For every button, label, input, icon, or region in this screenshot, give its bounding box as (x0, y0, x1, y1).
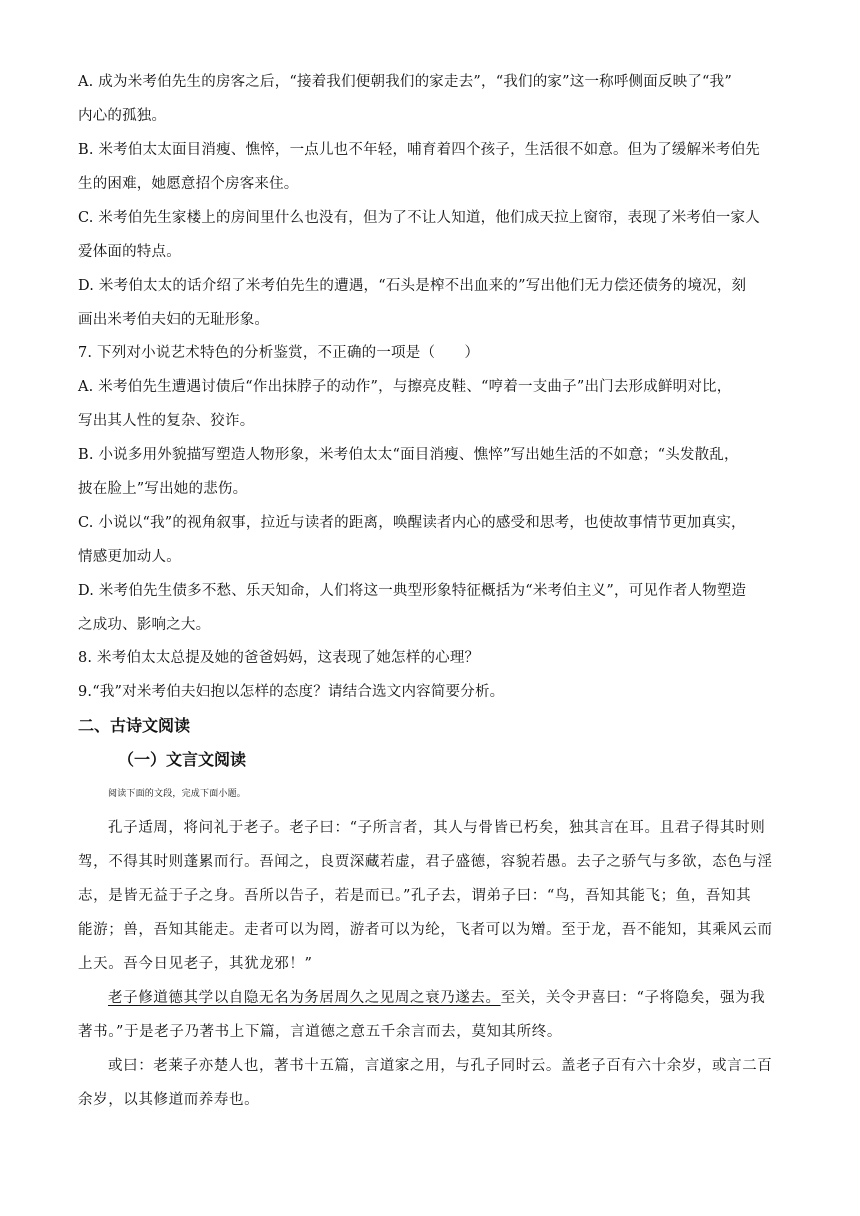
passage-p1-line2: 驾，不得其时则蓬累而行。吾闻之，良贾深藏若虚，君子盛德，容貌若愚。去子之骄气与多欲，态色与淫 (78, 854, 773, 870)
passage-p1-line1: 孔子适周，将问礼于老子。老子曰：“子所言者，其人与骨皆已朽矣，独其言在耳。且君子得其时则 (108, 820, 766, 836)
q7-option-a-line2: 写出其人性的复杂、狡诈。 (78, 413, 255, 429)
q7-option-c-line1: C. 小说以“我”的视角叙事，拉近与读者的距离，唤醒读者内心的感受和思考，也使故事情节更加真实， (78, 515, 746, 531)
passage-p2-line1-rest: 至关，关令尹喜曰：“子将隐矣，强为我 (500, 990, 766, 1006)
q8-question: 8. 米考伯太太总提及她的爸爸妈妈，这表现了她怎样的心理？ (78, 650, 480, 666)
q6-option-a-line2: 内心的孤独。 (78, 108, 167, 124)
passage-p2-line2: 著书。”于是老子乃著书上下篇，言道德之意五千余言而去，莫知其所终。 (78, 1024, 562, 1040)
q6-option-b-line2: 生的困难，她愿意招个房客来住。 (78, 176, 299, 192)
subsection-title: （一）文言文阅读 (118, 750, 247, 769)
q6-option-b-line1: B. 米考伯太太面目消瘦、憔悴，一点儿也不年轻，哺育着四个孩子，生活很不如意。但为了缓解米考伯先 (78, 142, 760, 158)
q7-option-a-line1: A. 米考伯先生遭遇讨债后“作出抹脖子的动作”，与擦亮皮鞋、“哼着一支曲子”出门去形成鲜明对比， (78, 379, 732, 395)
underlined-sentence: 老子修道德其学以自隐无名为务居周久之见周之衰乃遂去。 (108, 990, 501, 1006)
q7-option-b-line1: B. 小说多用外貌描写塑造人物形象，米考伯太太“面目消瘦、憔悴”写出她生活的不如意；“头发散乱， (78, 447, 739, 463)
q6-option-a-line1: A. 成为米考伯先生的房客之后，“接着我们便朝我们的家走去”，“我们的家”这一称呼侧面反映了“我” (78, 74, 732, 90)
reading-instruction: 阅读下面的文段，完成下面小题。 (108, 789, 247, 799)
q6-option-d-line1: D. 米考伯太太的话介绍了米考伯先生的遭遇，“石头是榨不出血来的”写出他们无力偿还债务的境况，刻 (78, 278, 747, 294)
q7-stem: 7. 下列对小说艺术特色的分析鉴赏，不正确的一项是（ ） (78, 345, 480, 361)
q7-option-c-line2: 情感更加动人。 (78, 549, 181, 565)
q6-option-c-line2: 爱体面的特点。 (78, 244, 181, 260)
section-title: 二、古诗文阅读 (78, 716, 191, 735)
passage-p1-line5: 上天。吾今日见老子，其犹龙邪！” (78, 956, 313, 972)
q7-option-d-line1: D. 米考伯先生债多不愁、乐天知命，人们将这一典型形象特征概括为“米考伯主义”，可见作者人物塑造 (78, 583, 747, 599)
passage-p2-line1 (108, 988, 765, 1008)
passage-p1-line3: 志，是皆无益于子之身。吾所以告子，若是而已。”孔子去，谓弟子曰：“鸟，吾知其能飞；鱼，吾知其 (78, 888, 752, 904)
passage-p3-line2: 余岁，以其修道而养寿也。 (78, 1092, 260, 1108)
q7-option-b-line2: 披在脸上”写出她的悲伤。 (78, 481, 248, 497)
q6-option-d-line2: 画出米考伯夫妇的无耻形象。 (78, 312, 270, 328)
q9-question: 9.“我”对米考伯夫妇抱以怎样的态度？请结合选文内容简要分析。 (78, 684, 505, 700)
passage-p1-line4: 能游；兽，吾知其能走。走者可以为罔，游者可以为纶，飞者可以为矰。至于龙，吾不能知，其乘风云而 (78, 922, 773, 938)
passage-p3-line1: 或曰：老莱子亦楚人也，著书十五篇，言道家之用，与孔子同时云。盖老子百有六十余岁，或言二百 (108, 1058, 773, 1074)
q6-option-c-line1: C. 米考伯先生家楼上的房间里什么也没有，但为了不让人知道，他们成天拉上窗帘，表现了米考伯一家人 (78, 210, 760, 226)
q7-option-d-line2: 之成功、影响之大。 (78, 617, 211, 633)
